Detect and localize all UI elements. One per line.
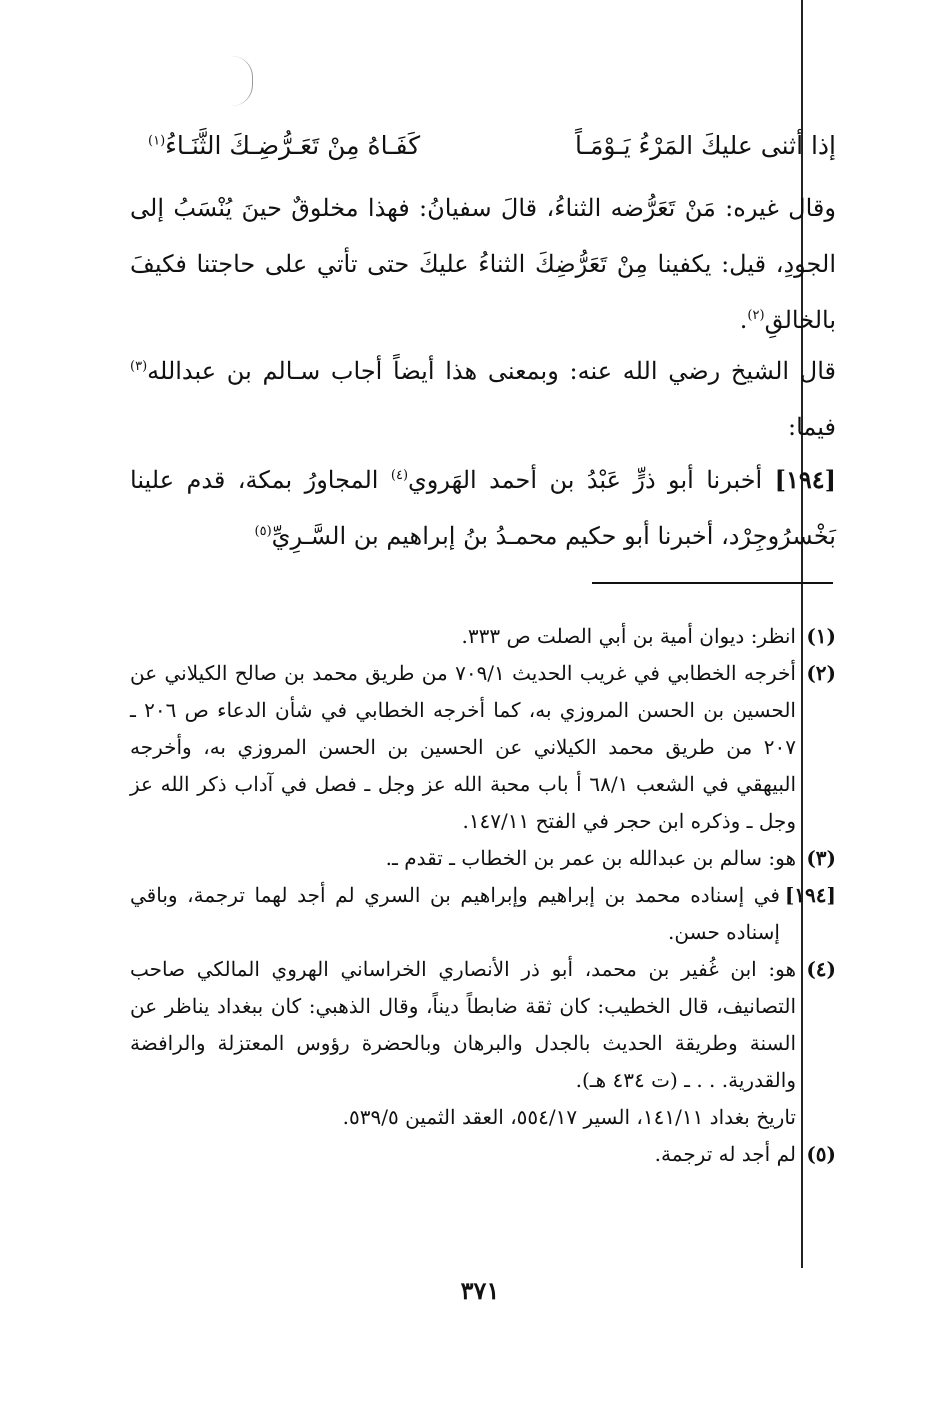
footnote-ref: (٥) — [254, 524, 272, 539]
footnote-text: تاريخ بغداد ١٤١/١١، السير ٥٥٤/١٧، العقد الثمين ٥٣٩/٥. — [342, 1105, 796, 1129]
verse-first-hemistich: إذا أثنى عليكَ المَرْءُ يَـوْمَـاً — [575, 131, 836, 160]
verse-second-hemistich: كَفَـاهُ مِنْ تَعَـرُّضِـكَ الثَّنَـاءُ$^{(١)}$ — [148, 131, 421, 160]
poem-verse — [130, 118, 836, 174]
footnote-number: [١٩٤] — [784, 883, 836, 907]
footnote-text: انظر: ديوان أمية بن أبي الصلت ص ٣٣٣. — [461, 624, 796, 648]
footnote-ref: (٣) — [130, 359, 148, 374]
footnote-separator — [592, 582, 833, 584]
hadith-number: [١٩٤] — [774, 465, 836, 494]
footnote-text: هو: سالم بن عبدالله بن عمر بن الخطاب ـ تقدم ـ. — [385, 846, 796, 870]
paragraph-sheikh: قال الشيخ رضي الله عنه: وبمعنى هذا أيضاً أجاب سـالم بن عبدالله$^{(٣)}$ فيما: — [130, 357, 836, 441]
footnote-194 — [130, 877, 836, 951]
footnote-ref: (١) — [148, 133, 166, 149]
footnote-5 — [130, 1136, 836, 1173]
footnote-4 — [130, 951, 836, 1136]
footnote-ref: (٤) — [390, 468, 409, 483]
paragraph-sufyan: وقال غيره: مَنْ تَعَرُّضه الثناءُ، قالَ سفيانُ: فهذا مخلوقٌ حينَ يُنْسَبُ إلى الجودِ، قيل: يكفينا مِنْ تَعَرُّضِكَ الثناءُ عليكَ حتى تأتي على حاجتنا فكيفَ بالخالقِ$^{(٢)}$. — [130, 194, 837, 334]
footnote-ref: (٢) — [747, 308, 765, 323]
page-number: ٣٧١ — [460, 1276, 500, 1305]
footnote-text: أخرجه الخطابي في غريب الحديث ٧٠٩/١ من طريق محمد بن صالح الكيلاني عن الحسين بن الحسن المروزي به، كما أخرجه الخطابي في شأن الدعاء ص ٢٠٦ ـ ٢٠٧ من طريق محمد الكيلاني عن الحسين بن الحسن المروزي به، وأخرجه البيهقي في الشعب ٦٨/١ أ باب محبة الله عز وجل ـ فصل في آداب ذكر الله عز وجل ـ وذكره ابن حجر في الفتح ١٤٧/١١. — [130, 661, 796, 833]
footnote-number: (١) — [806, 624, 836, 648]
footnote-text: هو: ابن غُفير بن محمد، أبو ذر الأنصاري الخراساني الهروي المالكي صاحب التصانيف، قال الخطيب: كان ثقة ضابطاً ديناً، وقال الذهبي: كان ببغداد يناظر عن السنة وطريقة الحديث بالجدل والبرهان وبالحضرة رؤوس المعتزلة والرافضة والقدرية. . . ـ (ت ٤٣٤ هـ). — [130, 957, 796, 1092]
footnote-number: (٥) — [806, 1142, 836, 1166]
footnotes — [130, 618, 836, 1173]
footnote-2 — [130, 655, 836, 840]
footnote-number: (٣) — [806, 846, 836, 870]
footnote-1 — [130, 618, 836, 655]
footnote-number: (٤) — [806, 957, 836, 981]
footnote-text: في إسناده محمد بن إبراهيم وإبراهيم بن السري لم أجد لهما ترجمة، وباقي إسناده حسن. — [130, 883, 780, 944]
footnote-number: (٢) — [806, 661, 836, 685]
footnote-text: لم أجد له ترجمة. — [654, 1142, 796, 1166]
footnote-3 — [130, 840, 836, 877]
margin-pencil-mark — [232, 56, 253, 106]
paragraph-hadith-194: [١٩٤] أخبرنا أبو ذرٍّ عَبْدُ بن أحمد الهَروي$^{(٤)}$ المجاورُ بمكة، قدم علينا بَخْسرُوجِرْد، أخبرنا أبو حكيم محمـدُ بنُ إبراهيم بن السَّـرِيِّ$^{(٥)}$ — [130, 465, 836, 550]
